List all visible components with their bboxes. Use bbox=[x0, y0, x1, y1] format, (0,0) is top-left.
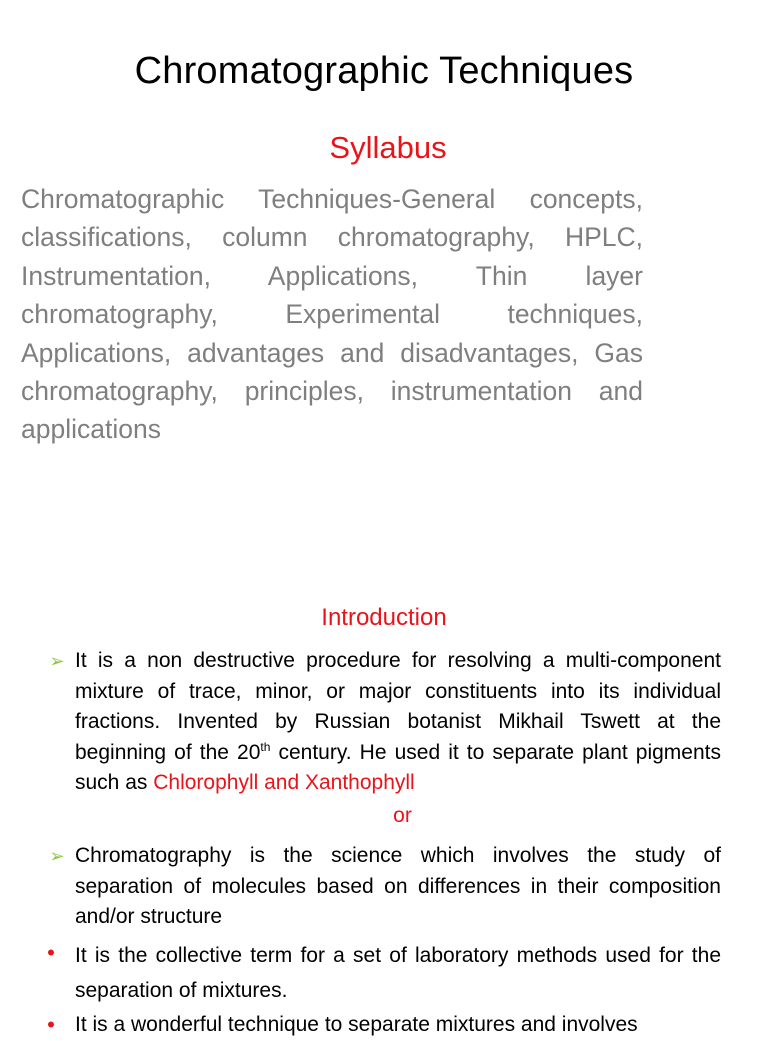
or-separator: or bbox=[393, 804, 412, 827]
bullet-text: It is a wonderful technique to separate mixtures and involves bbox=[75, 1013, 638, 1036]
bullet-text: Chromatography is the science which involves the study of separation of molecules based on differences in their composition and/or structure bbox=[75, 844, 721, 929]
slide-introduction bbox=[0, 590, 768, 1037]
bullet-text bbox=[75, 646, 721, 799]
arrow-bullet-icon: ➢ bbox=[49, 651, 65, 671]
syllabus-text: Chromatographic Techniques-General concepts, classifications, column chromatography, HPLC, Instrumentation, Applications, Thin layer chromatography, Experimental techniques, Applications, advantages and disadvantages, Gas chromatography, principles, instrumentation and applications bbox=[21, 184, 643, 445]
syllabus-heading: Syllabus bbox=[329, 130, 447, 165]
introduction-heading: Introduction bbox=[321, 604, 447, 631]
bullet-superscript: th bbox=[260, 739, 271, 754]
bullet-text: It is the collective term for a set of laboratory methods used for the separation of mixtures. bbox=[75, 944, 721, 1002]
dot-bullet-icon: • bbox=[47, 1012, 55, 1037]
slide-title: Chromatographic Techniques bbox=[134, 50, 634, 92]
bullet-text-part: century. He used it to separate plant pigments such as bbox=[75, 740, 721, 795]
arrow-bullet-icon: ➢ bbox=[49, 846, 65, 866]
bullet-text-part: It is a non destructive procedure for resolving a multi-component mixture of trace, minor, or major constituents into its individual fractions. Invented by Russian botanist Mikhail Tswett at the beginning of the 20 bbox=[75, 649, 721, 764]
dot-bullet-icon: • bbox=[47, 940, 55, 965]
slide-syllabus bbox=[0, 0, 768, 480]
highlighted-text: Chlorophyll and Xanthophyll bbox=[153, 771, 415, 795]
